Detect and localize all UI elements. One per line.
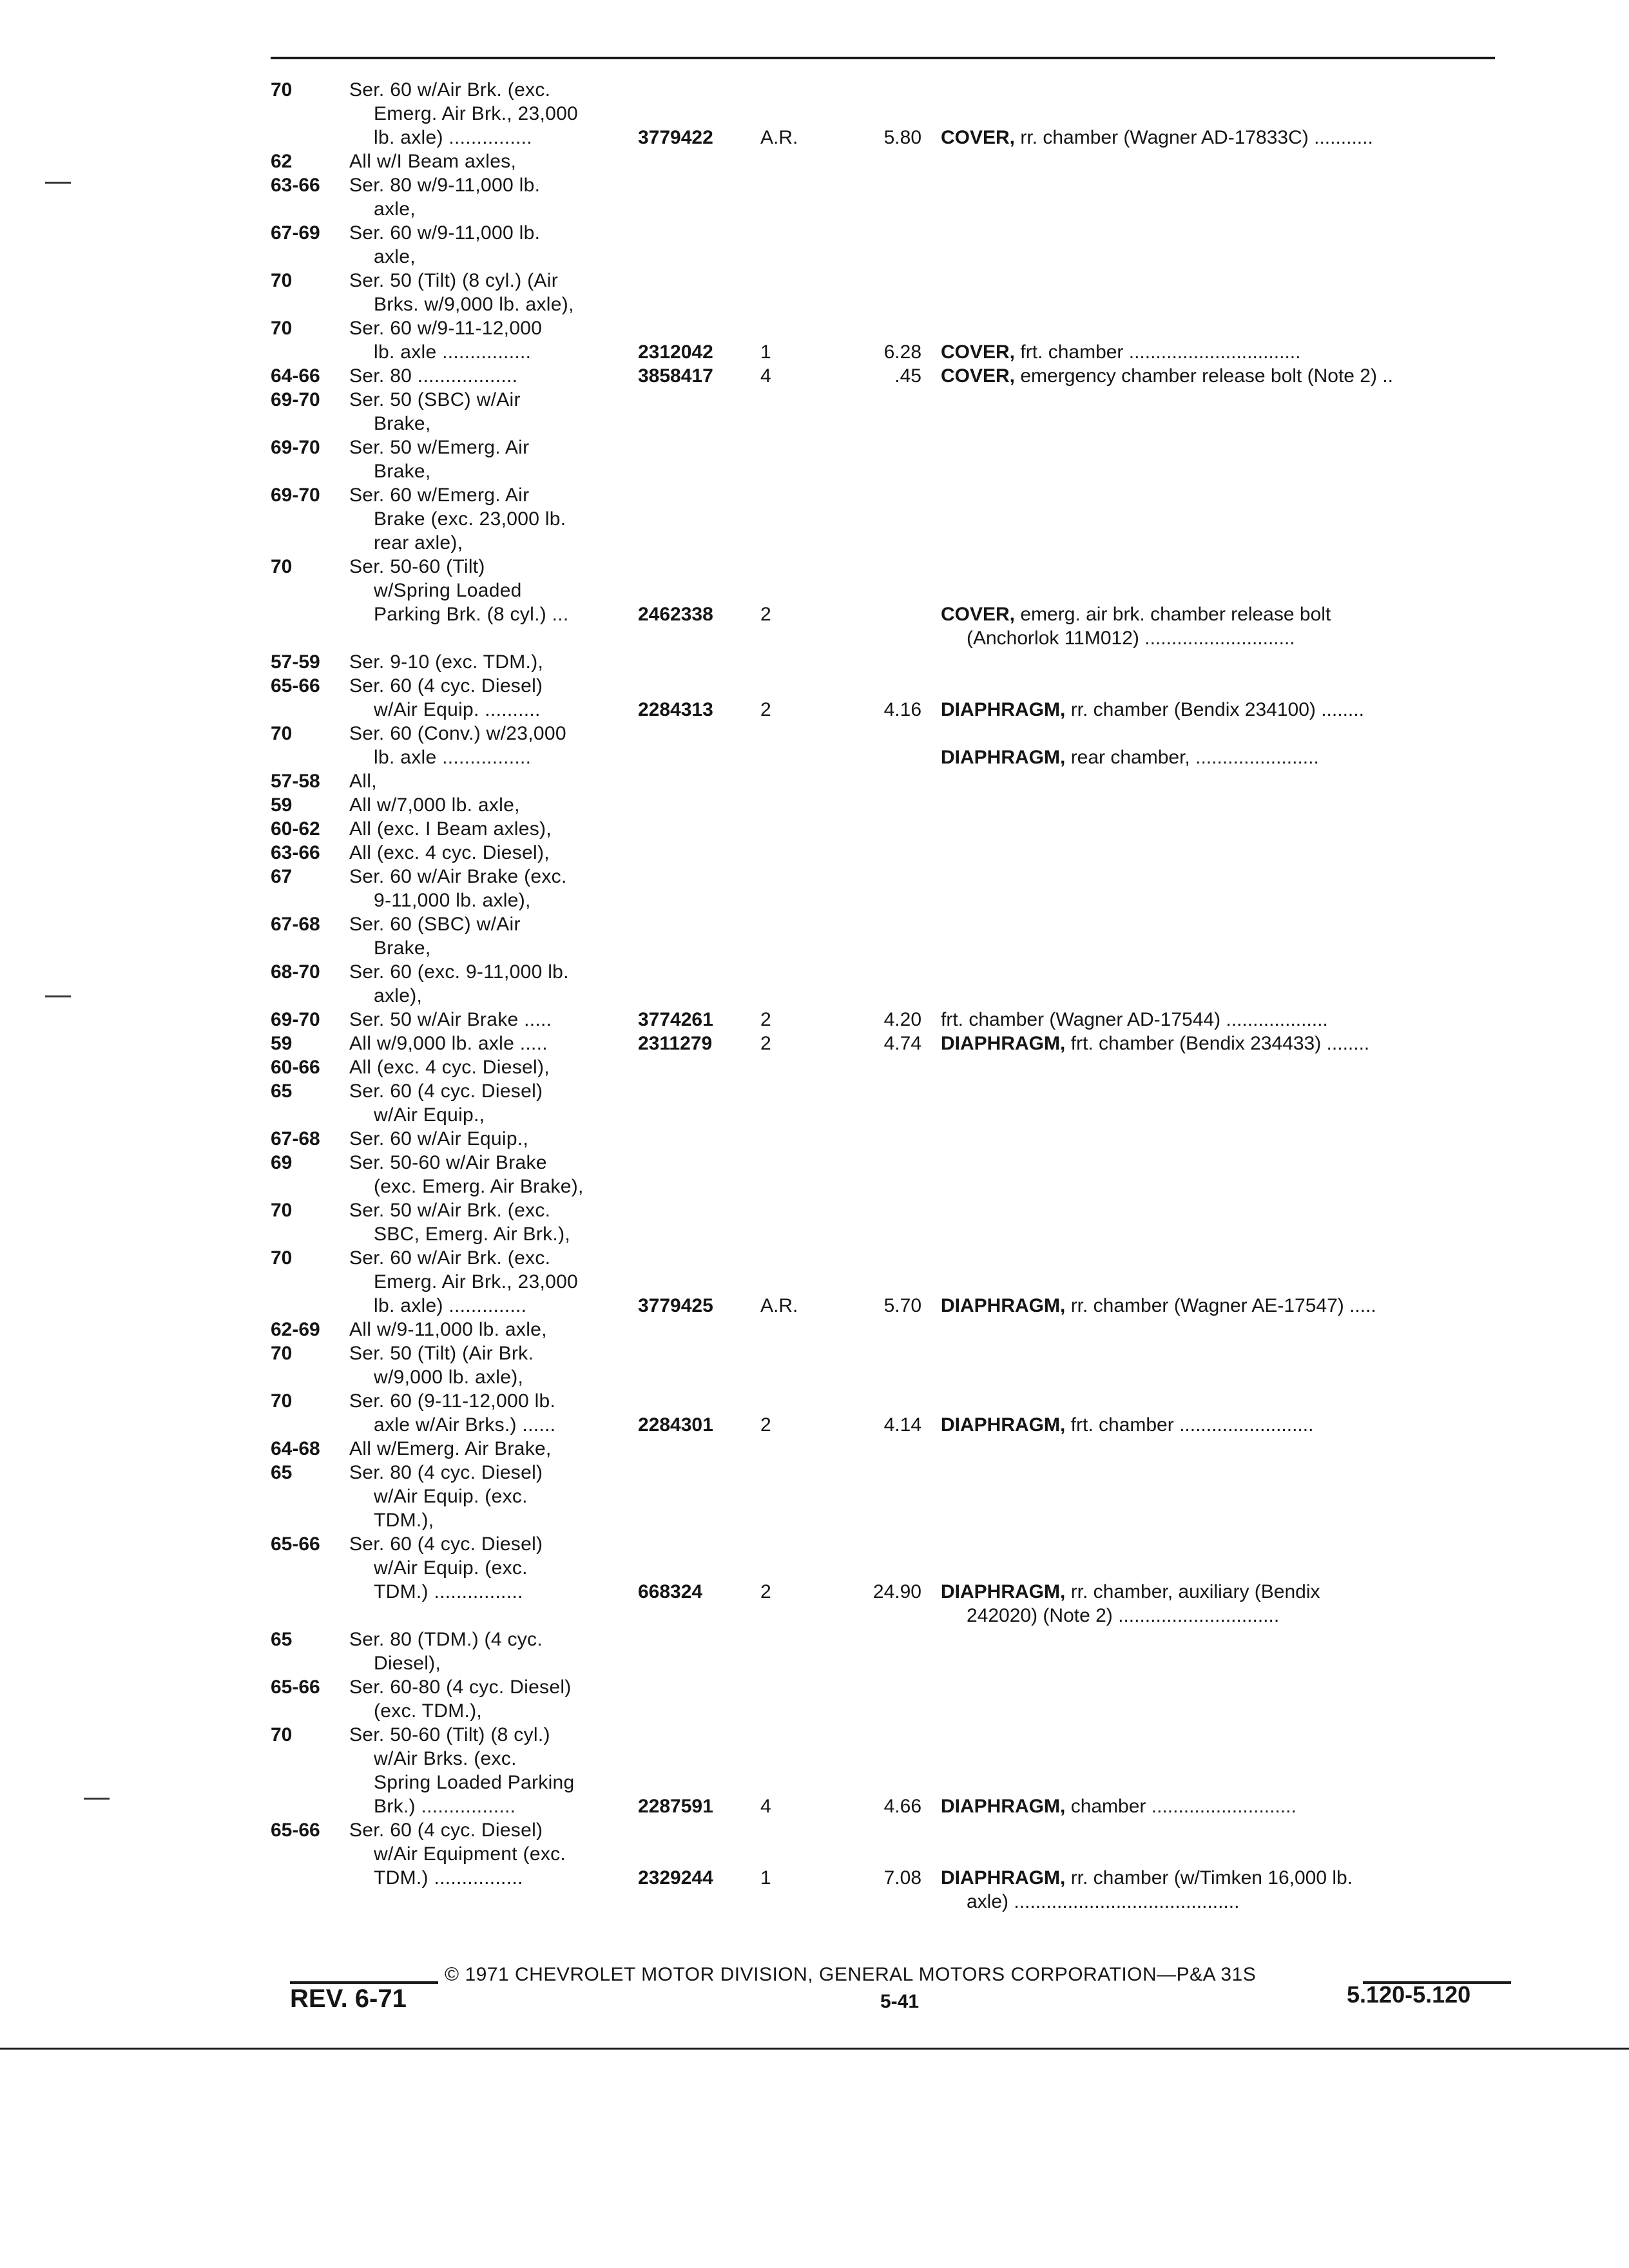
- part-name: COVER,: [941, 127, 1016, 148]
- model-year: 67-69: [271, 222, 320, 244]
- application-text: Parking Brk. (8 cyl.) ...: [374, 604, 569, 625]
- application-text: Ser. 60 (4 cyc. Diesel): [349, 1081, 543, 1102]
- part-number: 2312042: [638, 341, 713, 363]
- list-price: 7.08: [883, 1867, 921, 1888]
- application-text: Ser. 50 (Tilt) (Air Brk.: [349, 1343, 534, 1364]
- list-item: [0, 1461, 1629, 1485]
- list-item: [0, 341, 1629, 364]
- list-item: [0, 794, 1629, 817]
- list-item: [0, 1890, 1629, 1914]
- application-text: Ser. 60 w/Emerg. Air: [349, 485, 530, 506]
- application-text: lb. axle ................: [374, 341, 532, 363]
- list-item: [0, 389, 1629, 412]
- list-price: 24.90: [872, 1581, 921, 1602]
- application-text: TDM.),: [374, 1510, 434, 1531]
- application-text: Brake (exc. 23,000 lb.: [374, 508, 566, 530]
- application-text: Ser. 60 (Conv.) w/23,000: [349, 723, 566, 744]
- application-text: Ser. 60 (4 cyc. Diesel): [349, 675, 543, 697]
- model-year: 63-66: [271, 175, 320, 196]
- list-item: [0, 627, 1629, 650]
- description-text: rr. chamber (Wagner AD-17833C) ...........: [1020, 127, 1373, 148]
- application-text: rear axle),: [374, 532, 463, 553]
- footer-section-number: 5.120-5.120: [1347, 1981, 1471, 2008]
- model-year: 57-59: [271, 651, 320, 673]
- part-description: [941, 746, 1319, 769]
- application-text: Ser. 50 w/Air Brake .....: [349, 1009, 552, 1030]
- application-text: Ser. 60 (4 cyc. Diesel): [349, 1533, 543, 1555]
- application-text: w/Air Equip.,: [374, 1104, 485, 1126]
- application-text: w/Air Equip. (exc.: [374, 1486, 528, 1507]
- part-name: DIAPHRAGM,: [941, 1295, 1066, 1316]
- application-text: Ser. 9-10 (exc. TDM.),: [349, 651, 544, 673]
- application-text: Ser. 60 w/Air Brake (exc.: [349, 866, 567, 887]
- quantity: 4: [760, 365, 771, 387]
- description-text: frt. chamber ................................: [1020, 341, 1301, 363]
- part-name: DIAPHRAGM,: [941, 747, 1066, 768]
- application-text: w/Air Equip. ..........: [374, 699, 541, 720]
- quantity: 2: [760, 1581, 771, 1602]
- part-name: COVER,: [941, 365, 1016, 387]
- list-item: [0, 365, 1629, 388]
- application-text: Ser. 50 (Tilt) (8 cyl.) (Air: [349, 270, 558, 291]
- description-text: rr. chamber (w/Timken 16,000 lb.: [1070, 1867, 1353, 1888]
- part-description: [941, 698, 1364, 722]
- list-item: [0, 1080, 1629, 1103]
- model-year: 70: [271, 270, 293, 291]
- part-number: 3774261: [638, 1009, 713, 1030]
- footer-rule-left: [290, 1981, 438, 1984]
- list-item: [0, 579, 1629, 602]
- part-number: 2284313: [638, 699, 713, 720]
- description-text: 242020) (Note 2) ..............................: [967, 1605, 1280, 1626]
- model-year: 60-66: [271, 1057, 320, 1078]
- application-text: Ser. 50 w/Air Brk. (exc.: [349, 1200, 551, 1221]
- bottom-rule: [0, 2048, 1629, 2050]
- quantity: A.R.: [760, 1295, 798, 1316]
- model-year: 70: [271, 1343, 293, 1364]
- model-year: 62: [271, 151, 293, 172]
- application-text: w/Air Brks. (exc.: [374, 1748, 517, 1769]
- part-number: 2311279: [638, 1033, 713, 1054]
- application-text: (exc. TDM.),: [374, 1700, 483, 1722]
- list-item: [0, 1509, 1629, 1532]
- list-item: [0, 1747, 1629, 1771]
- list-item: [0, 1843, 1629, 1866]
- application-text: w/Air Equipment (exc.: [374, 1843, 566, 1865]
- part-description: [967, 627, 1295, 650]
- list-price: 4.20: [883, 1009, 921, 1030]
- list-price: 4.14: [883, 1414, 921, 1436]
- application-text: All (exc. 4 cyc. Diesel),: [349, 842, 550, 863]
- application-text: Ser. 60 (exc. 9-11,000 lb.: [349, 961, 569, 983]
- list-item: [0, 1724, 1629, 1747]
- list-item: [0, 841, 1629, 865]
- list-price: 6.28: [883, 341, 921, 363]
- application-text: w/Spring Loaded: [374, 580, 522, 601]
- list-item: [0, 245, 1629, 269]
- description-text: rr. chamber, auxiliary (Bendix: [1070, 1581, 1320, 1602]
- application-text: All (exc. 4 cyc. Diesel),: [349, 1057, 550, 1078]
- list-item: [0, 1104, 1629, 1127]
- application-text: Emerg. Air Brk., 23,000: [374, 1271, 579, 1293]
- part-number: 3779425: [638, 1295, 713, 1316]
- list-item: [0, 603, 1629, 626]
- description-text: axle) ..........................................: [967, 1891, 1240, 1912]
- application-text: Brake,: [374, 413, 431, 434]
- application-text: Ser. 60-80 (4 cyc. Diesel): [349, 1677, 572, 1698]
- model-year: 67-68: [271, 1128, 320, 1149]
- application-text: lb. axle) ...............: [374, 127, 532, 148]
- application-text: SBC, Emerg. Air Brk.),: [374, 1224, 570, 1245]
- part-name: DIAPHRAGM,: [941, 1033, 1066, 1054]
- part-description: [941, 603, 1331, 626]
- list-item: [0, 913, 1629, 936]
- list-price: 4.66: [883, 1796, 921, 1817]
- list-item: [0, 1151, 1629, 1175]
- quantity: 2: [760, 699, 771, 720]
- list-item: [0, 1008, 1629, 1032]
- part-name: DIAPHRAGM,: [941, 1414, 1066, 1436]
- list-item: [0, 1390, 1629, 1413]
- list-item: [0, 1867, 1629, 1890]
- description-text: emerg. air brk. chamber release bolt: [1020, 604, 1331, 625]
- application-text: Brks. w/9,000 lb. axle),: [374, 294, 574, 315]
- model-year: 69-70: [271, 389, 320, 410]
- list-item: [0, 1294, 1629, 1318]
- part-number: 2462338: [638, 604, 713, 625]
- model-year: 70: [271, 1247, 293, 1269]
- application-text: (exc. Emerg. Air Brake),: [374, 1176, 584, 1197]
- model-year: 60-62: [271, 818, 320, 840]
- list-item: [0, 484, 1629, 507]
- model-year: 68-70: [271, 961, 320, 983]
- list-item: [0, 1581, 1629, 1604]
- application-text: Ser. 80 (TDM.) (4 cyc.: [349, 1629, 543, 1650]
- model-year: 65: [271, 1462, 293, 1483]
- application-text: w/9,000 lb. axle),: [374, 1367, 524, 1388]
- quantity: 2: [760, 1414, 771, 1436]
- model-year: 70: [271, 1390, 293, 1412]
- list-item: [0, 126, 1629, 149]
- list-item: [0, 1247, 1629, 1270]
- application-text: axle w/Air Brks.) ......: [374, 1414, 556, 1436]
- list-item: [0, 1414, 1629, 1437]
- application-text: All (exc. I Beam axles),: [349, 818, 552, 840]
- part-number: 2329244: [638, 1867, 713, 1888]
- part-description: [941, 1795, 1296, 1818]
- list-item: [0, 1652, 1629, 1675]
- part-name: COVER,: [941, 604, 1016, 625]
- description-text: chamber ...........................: [1070, 1796, 1296, 1817]
- part-description: [941, 1008, 1328, 1032]
- application-text: All w/9,000 lb. axle .....: [349, 1033, 548, 1054]
- application-text: TDM.) ................: [374, 1867, 523, 1888]
- list-item: [0, 1128, 1629, 1151]
- description-text: frt. chamber (Bendix 234433) ........: [1070, 1033, 1370, 1054]
- part-description: [967, 1604, 1279, 1628]
- description-text: frt. chamber .........................: [1070, 1414, 1314, 1436]
- list-item: [0, 1223, 1629, 1246]
- list-price: 4.74: [883, 1033, 921, 1054]
- list-item: [0, 675, 1629, 698]
- application-text: w/Air Equip. (exc.: [374, 1557, 528, 1579]
- list-item: [0, 1795, 1629, 1818]
- quantity: A.R.: [760, 127, 798, 148]
- quantity: 2: [760, 1033, 771, 1054]
- application-text: Ser. 60 w/Air Brk. (exc.: [349, 79, 551, 101]
- list-price: 5.70: [883, 1295, 921, 1316]
- model-year: 59: [271, 1033, 293, 1054]
- list-item: [0, 985, 1629, 1008]
- application-text: Diesel),: [374, 1653, 441, 1674]
- application-text: All w/I Beam axles,: [349, 151, 517, 172]
- application-text: axle,: [374, 246, 416, 267]
- model-year: 69: [271, 1152, 293, 1173]
- model-year: 65-66: [271, 1820, 320, 1841]
- list-item: [0, 1604, 1629, 1628]
- list-item: [0, 460, 1629, 483]
- description-text: rear chamber, .......................: [1070, 747, 1319, 768]
- part-name: DIAPHRAGM,: [941, 699, 1066, 720]
- quantity: 4: [760, 1796, 771, 1817]
- application-text: Ser. 60 w/9-11-12,000: [349, 318, 543, 339]
- model-year: 70: [271, 79, 293, 101]
- list-item: [0, 889, 1629, 912]
- part-description: [941, 365, 1393, 388]
- application-text: All w/7,000 lb. axle,: [349, 794, 520, 816]
- list-item: [0, 1199, 1629, 1222]
- application-text: Ser. 50-60 (Tilt): [349, 556, 485, 577]
- list-item: [0, 1676, 1629, 1699]
- model-year: 63-66: [271, 842, 320, 863]
- list-item: [0, 150, 1629, 173]
- list-item: [0, 293, 1629, 316]
- list-item: [0, 1771, 1629, 1794]
- list-item: [0, 961, 1629, 984]
- application-text: Ser. 50 (SBC) w/Air: [349, 389, 521, 410]
- model-year: 65-66: [271, 1677, 320, 1698]
- list-item: [0, 865, 1629, 889]
- model-year: 69-70: [271, 485, 320, 506]
- model-year: 64-68: [271, 1438, 320, 1459]
- model-year: 70: [271, 318, 293, 339]
- list-item: [0, 1318, 1629, 1341]
- model-year: 70: [271, 723, 293, 744]
- application-text: Brake,: [374, 937, 431, 959]
- list-item: [0, 1032, 1629, 1055]
- list-price: 4.16: [883, 699, 921, 720]
- part-number: 668324: [638, 1581, 703, 1602]
- list-item: [0, 508, 1629, 531]
- application-text: Ser. 60 w/9-11,000 lb.: [349, 222, 541, 244]
- part-description: [941, 1581, 1320, 1604]
- description-text: rr. chamber (Bendix 234100) ........: [1070, 699, 1364, 720]
- list-item: [0, 198, 1629, 221]
- list-item: [0, 532, 1629, 555]
- list-item: [0, 1056, 1629, 1079]
- part-description: [941, 1032, 1369, 1055]
- list-item: [0, 770, 1629, 793]
- model-year: 67: [271, 866, 293, 887]
- application-text: 9-11,000 lb. axle),: [374, 890, 531, 911]
- list-item: [0, 79, 1629, 102]
- footer-page-number: 5-41: [880, 1991, 920, 2012]
- application-text: Ser. 50-60 (Tilt) (8 cyl.): [349, 1724, 550, 1745]
- application-text: axle,: [374, 198, 416, 220]
- part-description: [941, 1294, 1376, 1318]
- part-name: DIAPHRAGM,: [941, 1796, 1066, 1817]
- application-text: axle),: [374, 985, 423, 1006]
- model-year: 57-58: [271, 771, 320, 792]
- quantity: 1: [760, 341, 771, 363]
- list-item: [0, 412, 1629, 436]
- list-item: [0, 937, 1629, 960]
- list-item: [0, 555, 1629, 579]
- model-year: 62-69: [271, 1319, 320, 1340]
- description-text: emergency chamber release bolt (Note 2) ..: [1020, 365, 1393, 387]
- list-item: [0, 1437, 1629, 1461]
- model-year: 70: [271, 1200, 293, 1221]
- part-name: DIAPHRAGM,: [941, 1581, 1066, 1602]
- application-text: lb. axle ................: [374, 747, 532, 768]
- application-text: Ser. 60 w/Air Brk. (exc.: [349, 1247, 551, 1269]
- application-text: Ser. 60 (4 cyc. Diesel): [349, 1820, 543, 1841]
- model-year: 70: [271, 1724, 293, 1745]
- part-description: [941, 1414, 1313, 1437]
- application-text: Ser. 80 ..................: [349, 365, 518, 387]
- model-year: 65-66: [271, 1533, 320, 1555]
- application-text: All w/Emerg. Air Brake,: [349, 1438, 552, 1459]
- application-text: Ser. 50 w/Emerg. Air: [349, 437, 530, 458]
- list-price: 5.80: [883, 127, 921, 148]
- list-item: [0, 1533, 1629, 1556]
- list-item: [0, 1366, 1629, 1389]
- model-year: 59: [271, 794, 293, 816]
- model-year: 70: [271, 556, 293, 577]
- application-text: Brk.) .................: [374, 1796, 516, 1817]
- list-item: [0, 818, 1629, 841]
- list-item: [0, 222, 1629, 245]
- list-item: [0, 1819, 1629, 1842]
- application-text: Ser. 80 (4 cyc. Diesel): [349, 1462, 543, 1483]
- application-text: Ser. 80 w/9-11,000 lb.: [349, 175, 541, 196]
- part-number: 3779422: [638, 127, 713, 148]
- list-item: [0, 1700, 1629, 1723]
- list-item: [0, 269, 1629, 293]
- model-year: 69-70: [271, 1009, 320, 1030]
- part-description: [941, 341, 1300, 364]
- part-description: [941, 1867, 1353, 1890]
- list-item: [0, 1175, 1629, 1198]
- list-item: [0, 698, 1629, 722]
- list-item: [0, 174, 1629, 197]
- list-item: [0, 746, 1629, 769]
- list-item: [0, 722, 1629, 745]
- top-rule: [271, 57, 1495, 59]
- list-item: [0, 1342, 1629, 1365]
- application-text: All w/9-11,000 lb. axle,: [349, 1319, 547, 1340]
- application-text: Ser. 50-60 w/Air Brake: [349, 1152, 547, 1173]
- footer-revision: REV. 6-71: [290, 1984, 407, 2013]
- model-year: 65-66: [271, 675, 320, 697]
- model-year: 65: [271, 1629, 293, 1650]
- part-number: 2284301: [638, 1414, 713, 1436]
- list-item: [0, 651, 1629, 674]
- model-year: 64-66: [271, 365, 320, 387]
- application-text: All,: [349, 771, 377, 792]
- part-number: 2287591: [638, 1796, 713, 1817]
- model-year: 67-68: [271, 914, 320, 935]
- application-text: Ser. 60 (SBC) w/Air: [349, 914, 521, 935]
- application-text: Ser. 60 w/Air Equip.,: [349, 1128, 529, 1149]
- list-item: [0, 1271, 1629, 1294]
- description-text: (Anchorlok 11M012) ............................: [967, 628, 1295, 649]
- model-year: 65: [271, 1081, 293, 1102]
- part-number: 3858417: [638, 365, 713, 387]
- list-item: [0, 436, 1629, 459]
- description-text: rr. chamber (Wagner AE-17547) .....: [1070, 1295, 1376, 1316]
- quantity: 1: [760, 1867, 771, 1888]
- footer-copyright: © 1971 CHEVROLET MOTOR DIVISION, GENERAL MOTORS CORPORATION—P&A 31S: [445, 1964, 1257, 1985]
- application-text: Brake,: [374, 461, 431, 482]
- application-text: lb. axle) ..............: [374, 1295, 527, 1316]
- part-name: COVER,: [941, 341, 1016, 363]
- quantity: 2: [760, 604, 771, 625]
- application-text: Ser. 60 (9-11-12,000 lb.: [349, 1390, 556, 1412]
- list-item: [0, 1557, 1629, 1580]
- application-text: Emerg. Air Brk., 23,000: [374, 103, 579, 124]
- part-description: [967, 1890, 1239, 1914]
- list-item: [0, 317, 1629, 340]
- description-text: frt. chamber (Wagner AD-17544) ...................: [941, 1009, 1328, 1030]
- list-item: [0, 102, 1629, 126]
- application-text: TDM.) ................: [374, 1581, 523, 1602]
- part-description: [941, 126, 1373, 149]
- quantity: 2: [760, 1009, 771, 1030]
- list-item: [0, 1485, 1629, 1508]
- model-year: 69-70: [271, 437, 320, 458]
- list-item: [0, 1628, 1629, 1651]
- list-price: .45: [894, 365, 921, 387]
- part-name: DIAPHRAGM,: [941, 1867, 1066, 1888]
- application-text: Spring Loaded Parking: [374, 1772, 575, 1793]
